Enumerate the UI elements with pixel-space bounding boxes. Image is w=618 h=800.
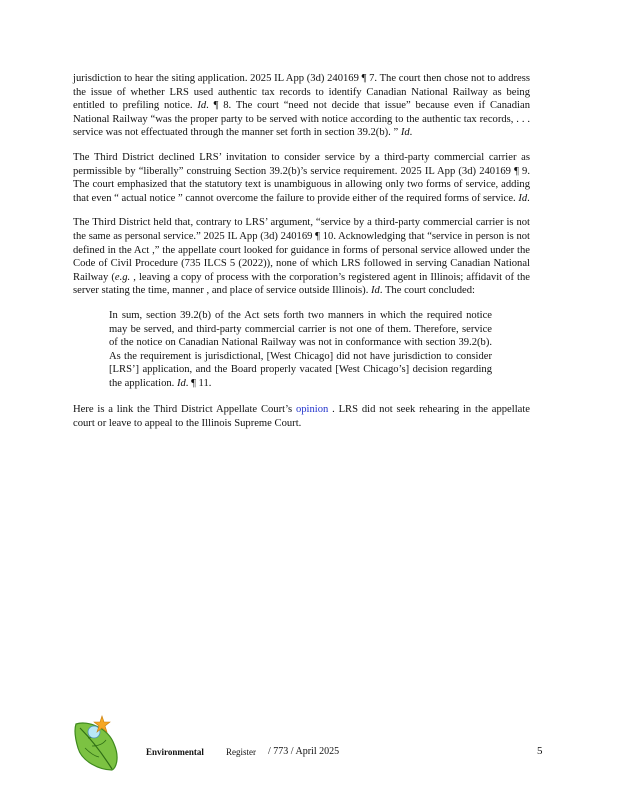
id-citation: Id bbox=[197, 100, 207, 112]
paragraph-3-text: The Third District held that, contrary to LRS’ argument, “service by a third-party commercial carrier is not the same as personal service.” 2025 IL App (3d) 240169 ¶ 10. Acknowledging that “service in person is not defined in the Act ,” the appellate court looked for guidance in forms of personal service allowed under the Code of Civil Procedure (735 ILCS 5 (2022)), none of which LRS followed in serving Canadian National Railway ( bbox=[73, 217, 530, 283]
paragraph-4 bbox=[73, 403, 530, 430]
id-citation: Id bbox=[518, 192, 528, 204]
id-citation: Id bbox=[400, 127, 410, 139]
paragraph-3-text-cont: , leaving a copy of process with the corporation’s registered agent in Illinois; affidavit of the server stating the time, manner , and place of service outside Illinois). bbox=[73, 271, 530, 297]
opinion-link[interactable]: opinion bbox=[295, 404, 329, 416]
id-citation: Id bbox=[371, 285, 380, 297]
page-number: 5 bbox=[537, 745, 543, 757]
paragraph-4-text: Here is a link the Third District Appellate Court’s bbox=[73, 404, 296, 416]
paragraph-1-text: jurisdiction to hear the siting application. 2025 IL App (3d) 240169 ¶ 7. The court then chose not to address the issue of whether LRS used authentic tax records to identify Canadian National Railway as being entitled to prefiling notice. bbox=[73, 73, 530, 112]
paragraph-3-end: . The court concluded: bbox=[379, 285, 475, 297]
paragraph-2 bbox=[73, 151, 530, 205]
page-footer bbox=[0, 714, 618, 774]
punctuation: . bbox=[409, 127, 413, 139]
punctuation: . bbox=[527, 192, 530, 204]
footer-issue: / 773 / April 2025 bbox=[268, 746, 340, 757]
block-quote-end: . ¶ 11. bbox=[185, 377, 212, 389]
block-quote bbox=[109, 309, 492, 391]
paragraph-1-text-cont: . ¶ 8. The court “need not decide that issue” because even if Canadian National Railway “was the proper party to be served with notice according to the authentic tax records, . . . service was not effectuated through the manner set forth in section 39.2(b). ” bbox=[73, 100, 530, 139]
paragraph-3 bbox=[73, 216, 530, 298]
paragraph-4-text-cont: . LRS did not seek rehearing in the appellate court or leave to appeal to the Illinois Supreme Court. bbox=[73, 404, 530, 430]
paragraph-1 bbox=[73, 72, 530, 140]
eg-abbrev: e.g. bbox=[114, 271, 131, 283]
leaf-logo-icon bbox=[70, 714, 122, 772]
footer-publication: Environmental bbox=[146, 747, 204, 757]
id-citation: Id bbox=[176, 377, 186, 389]
footer-register: Register bbox=[226, 747, 256, 757]
paragraph-2-text: The Third District declined LRS’ invitation to consider service by a third-party commercial carrier as permissible by “liberally” construing Section 39.2(b)’s service requirement. 2025 IL App (3d) 240169 ¶ 9. The court emphasized that the statutory text is unambiguous in allowing only two forms of service, adding that even “ actual notice ” cannot overcome the failure to provide either of the required forms of service. bbox=[73, 151, 530, 204]
block-quote-text: In sum, section 39.2(b) of the Act sets forth two manners in which the required notice may be served, and third-party commercial carrier is not one of them. Therefore, service of the notice on Canadian National Railway was not in conformance with section 39.2(b). As the requirement is jurisdictional, [West Chicago] did not have jurisdiction to consider [LRS’] application, and the Board properly vacated [West Chicago’s] decision regarding the application. bbox=[109, 309, 492, 389]
article-body bbox=[73, 72, 530, 442]
